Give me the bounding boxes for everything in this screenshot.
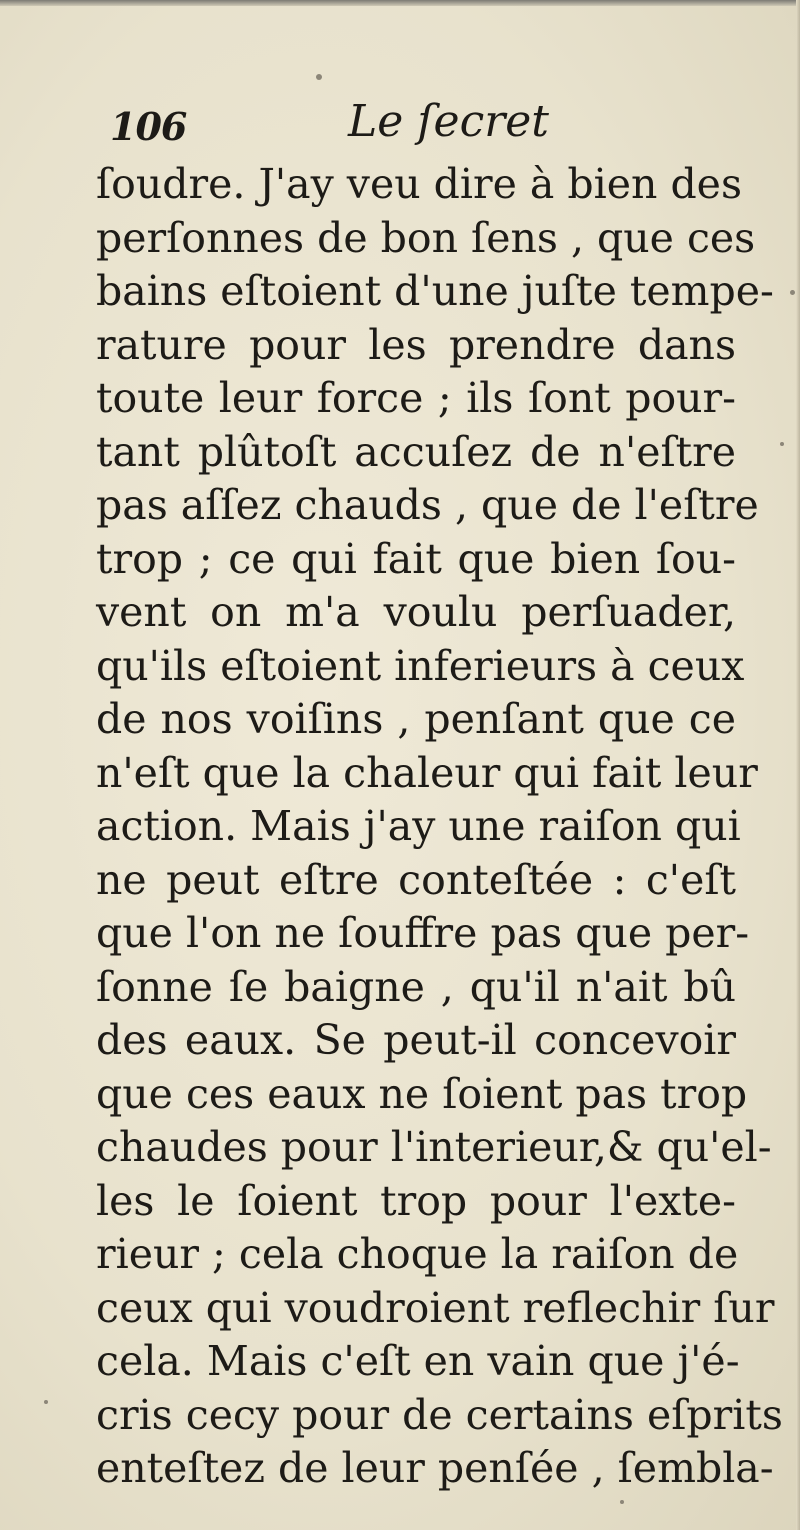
text-line: ſoudre. J'ay veu dire à bien des — [96, 160, 742, 208]
text-line: que l'on ne ſouffre pas que per- — [96, 909, 750, 957]
paper-speck — [790, 290, 795, 295]
text-line: enteſtez de leur penſée , ſembla- — [96, 1444, 774, 1492]
text-line: cris cecy pour de certains eſprits — [96, 1390, 783, 1439]
page-right-edge — [796, 0, 800, 1530]
text-line: pas aſſez chauds , que de l'eſtre — [96, 481, 759, 529]
text-line: rature pour les prendre dans — [96, 320, 736, 369]
text-line: action. Mais j'ay une raiſon qui — [96, 802, 741, 850]
text-line: ſonne ſe baigne , qu'il n'ait bû — [96, 962, 736, 1011]
text-line: n'eſt que la chaleur qui fait leur — [96, 748, 758, 797]
text-line: chaudes pour l'interieur,& qu'el- — [96, 1123, 772, 1171]
text-line: bains eſtoient d'une juſte tempe- — [96, 267, 774, 315]
text-line: trop ; ce qui fait que bien ſou- — [96, 534, 736, 583]
text-line: cela. Mais c'eſt en vain que j'é- — [96, 1337, 740, 1385]
page-header — [110, 96, 670, 156]
body-text — [96, 158, 783, 1496]
page-number: 106 — [110, 104, 187, 149]
text-line: perſonnes de bon ſens , que ces — [96, 213, 756, 262]
text-line: toute leur force ; ils ſont pour- — [96, 374, 736, 422]
text-line: des eaux. Se peut-il concevoir — [96, 1016, 736, 1064]
running-title: Le ſecret — [348, 96, 549, 147]
text-line: tant plûtoſt accuſez de n'eſtre — [96, 427, 736, 476]
paper-speck — [780, 442, 784, 446]
text-line: ceux qui voudroient reflechir ſur — [96, 1283, 775, 1332]
text-line: de nos voiſins , penſant que ce — [96, 695, 736, 743]
text-line: que ces eaux ne ſoient pas trop — [96, 1069, 748, 1118]
paper-speck — [316, 74, 322, 80]
text-line: qu'ils eſtoient inferieurs à ceux — [96, 641, 745, 690]
paper-speck — [44, 1400, 48, 1404]
text-line: les le ſoient trop pour l'exte- — [96, 1176, 736, 1225]
page-top-edge — [0, 0, 800, 6]
text-line: vent on m'a voulu perſuader, — [96, 588, 736, 636]
paper-speck — [620, 1500, 624, 1504]
text-line: ne peut eſtre conteſtée : c'eſt — [96, 855, 736, 904]
text-line: rieur ; cela choque la raiſon de — [96, 1230, 739, 1278]
